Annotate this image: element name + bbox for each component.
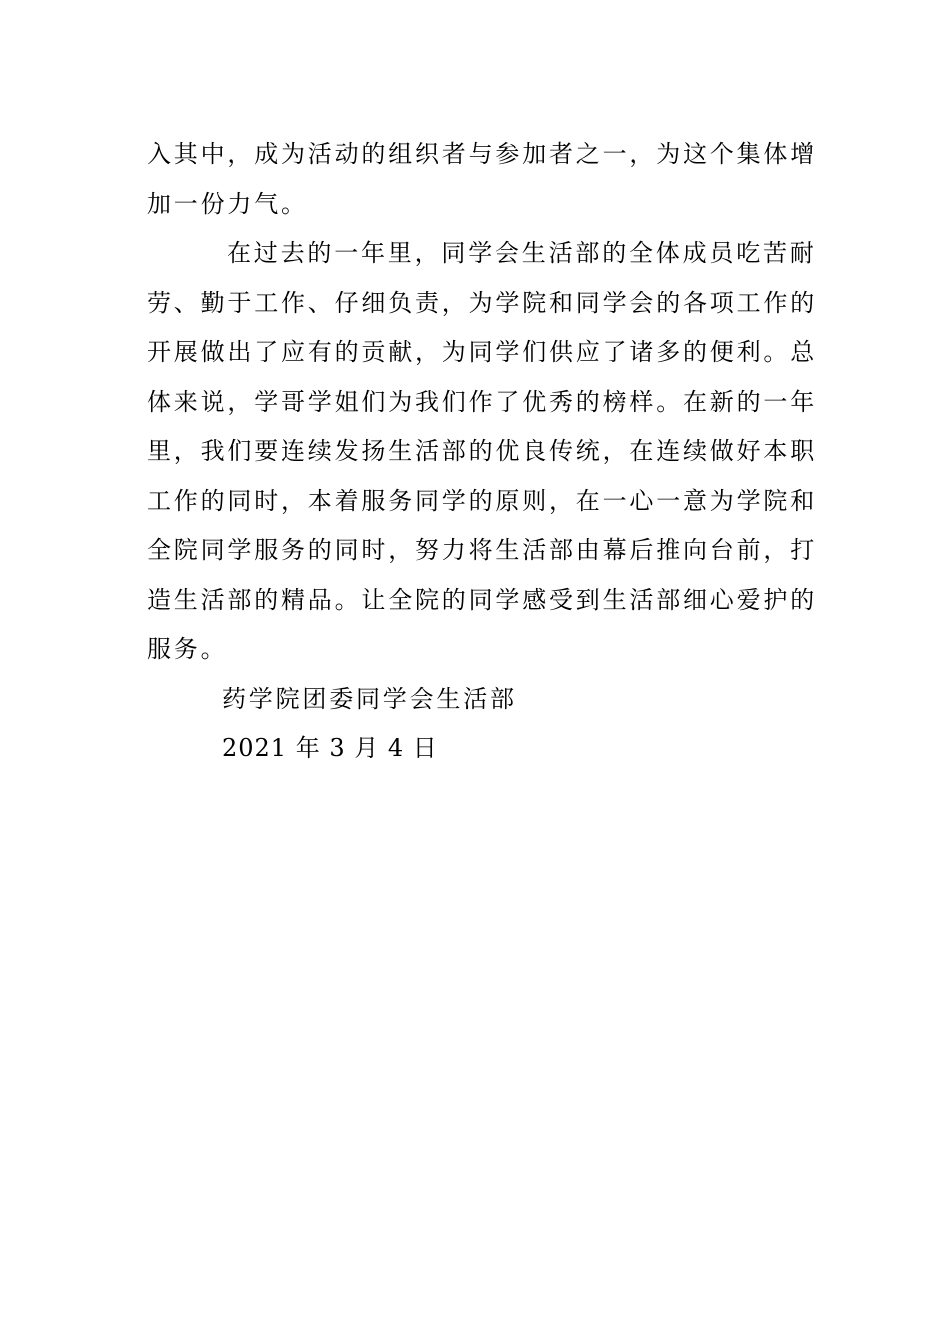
paragraph-continuation bbox=[147, 130, 817, 229]
text-line: 工作的同时，本着服务同学的原则，在一心一意为学院和 bbox=[147, 486, 817, 515]
text-line: 加一份力气。 bbox=[147, 189, 308, 218]
signature-date: 2021 年 3 月 4 日 bbox=[222, 734, 438, 762]
text-line: 里，我们要连续发扬生活部的优良传统，在连续做好本职 bbox=[147, 437, 817, 465]
text-line: 入其中，成为活动的组织者与参加者之一，为这个集体增 bbox=[147, 140, 817, 168]
text-line: 体来说，学哥学姐们为我们作了优秀的榜样。在新的一年 bbox=[147, 387, 817, 416]
text-line: 开展做出了应有的贡献，为同学们供应了诸多的便利。总 bbox=[147, 338, 817, 366]
text-line: 劳、勤于工作、仔细负责，为学院和同学会的各项工作的 bbox=[147, 288, 817, 317]
text-line: 服务。 bbox=[147, 635, 228, 663]
signature-organization: 药学院团委同学会生活部 bbox=[222, 684, 517, 713]
text-line: 造生活部的精品。让全院的同学感受到生活部细心爱护的 bbox=[147, 585, 817, 614]
text-line: 全院同学服务的同时，努力将生活部由幕后推向台前，打 bbox=[147, 536, 817, 564]
document-body bbox=[147, 130, 817, 774]
paragraph-summary bbox=[147, 229, 817, 675]
text-line: 在过去的一年里，同学会生活部的全体成员吃苦耐 bbox=[227, 239, 817, 267]
